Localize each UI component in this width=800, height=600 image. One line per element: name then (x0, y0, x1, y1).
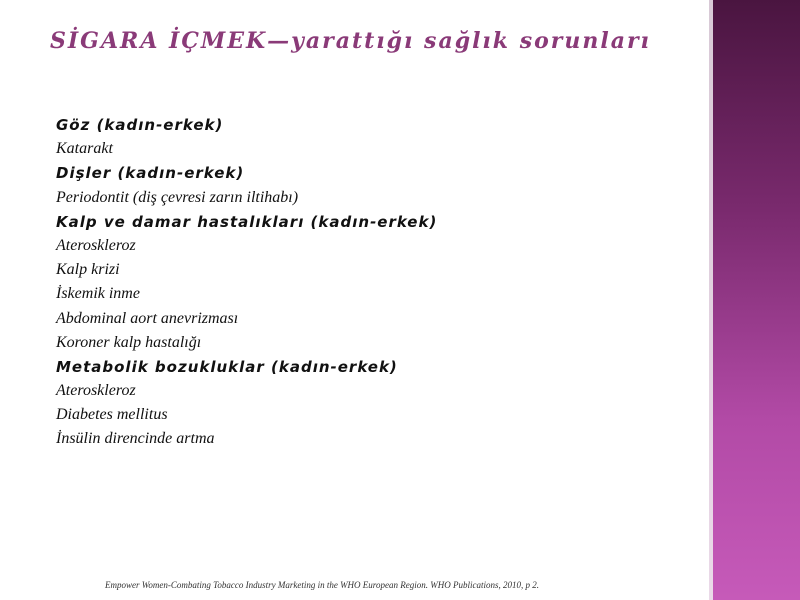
list-item: Diabetes mellitus (56, 406, 168, 424)
decorative-sidebar (713, 0, 800, 600)
slide-title: SİGARA İÇMEK—yarattığı sağlık sorunları (50, 28, 651, 54)
list-item: Koroner kalp hastalığı (56, 333, 202, 351)
heading-metabolic: Metabolik bozukluklar (kadın-erkek) (56, 357, 398, 376)
list-item: Ateroskleroz (56, 382, 136, 400)
list-item: Katarakt (56, 140, 113, 158)
heading-eye: Göz (kadın-erkek) (56, 116, 224, 134)
content-list (56, 113, 696, 452)
list-item: Abdominal aort anevrizması (56, 309, 239, 327)
heading-teeth: Dişler (kadın-erkek) (56, 164, 245, 183)
heading-cardiovascular: Kalp ve damar hastalıkları (kadın-erkek) (56, 212, 438, 231)
list-item: İskemik inme (56, 285, 140, 303)
list-item: Periodontit (diş çevresi zarın iltihabı) (56, 188, 299, 206)
list-item: Kalp krizi (56, 261, 120, 279)
list-item: İnsülin direncinde artma (56, 430, 215, 448)
list-item: Ateroskleroz (56, 236, 136, 254)
footer-citation: Empower Women-Combating Tobacco Industry Marketing in the WHO European Region. WHO Publications, 2010, p 2. (105, 580, 539, 590)
